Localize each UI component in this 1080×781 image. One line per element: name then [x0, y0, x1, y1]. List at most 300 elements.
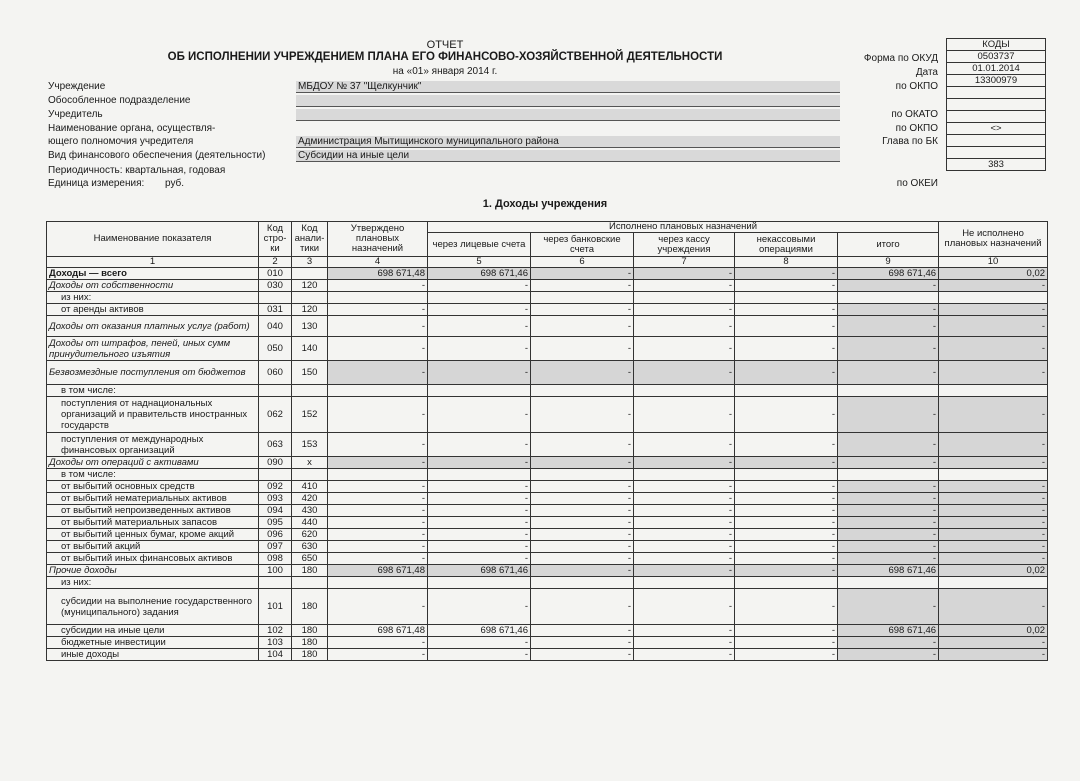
row-value: - [634, 517, 735, 529]
row-value: - [939, 529, 1048, 541]
row-value: - [328, 505, 428, 517]
row-analytic-code: x [292, 457, 328, 469]
row-value: - [735, 649, 838, 661]
row-value: - [428, 433, 531, 457]
row-value: - [328, 649, 428, 661]
row-value: - [838, 433, 939, 457]
row-analytic-code: 120 [292, 280, 328, 292]
row-value [428, 577, 531, 589]
row-value: - [838, 505, 939, 517]
row-value: - [939, 304, 1048, 316]
row-analytic-code: 410 [292, 481, 328, 493]
row-name: от аренды активов [47, 304, 259, 316]
row-code [259, 577, 292, 589]
row-value: - [634, 457, 735, 469]
row-value: - [838, 280, 939, 292]
row-value: - [939, 481, 1048, 493]
unit-value: руб. [165, 178, 185, 189]
authority-label-2: ющего полномочия учредителя [48, 136, 194, 147]
row-value: 698 671,46 [428, 565, 531, 577]
table-row [47, 505, 1048, 517]
row-value [531, 385, 634, 397]
row-name: от выбытий основных средств [47, 481, 259, 493]
row-value [735, 577, 838, 589]
row-analytic-code [292, 577, 328, 589]
row-value: - [939, 361, 1048, 385]
row-value: - [735, 541, 838, 553]
date-label: Дата [915, 67, 938, 78]
row-value: - [428, 637, 531, 649]
row-value: - [939, 541, 1048, 553]
row-analytic-code: 420 [292, 493, 328, 505]
row-value: - [838, 316, 939, 337]
empty-code [947, 147, 1046, 159]
table-row [47, 565, 1048, 577]
row-value [531, 292, 634, 304]
row-value [634, 469, 735, 481]
row-value: - [838, 361, 939, 385]
row-value: - [428, 361, 531, 385]
row-analytic-code: 150 [292, 361, 328, 385]
row-code: 050 [259, 337, 292, 361]
row-value: - [939, 337, 1048, 361]
table-row [47, 481, 1048, 493]
row-value [735, 385, 838, 397]
row-value: - [634, 304, 735, 316]
row-value [634, 292, 735, 304]
row-value: - [328, 541, 428, 553]
row-name: субсидии на выполнение государственного (муниципального) задания [47, 589, 259, 625]
row-name: поступления от наднациональных организаций и правительств иностранных государств [47, 397, 259, 433]
row-value: - [328, 637, 428, 649]
row-code: 092 [259, 481, 292, 493]
row-value: - [531, 361, 634, 385]
row-value: - [531, 481, 634, 493]
row-value: - [939, 505, 1048, 517]
row-analytic-code [292, 292, 328, 304]
row-value: - [838, 457, 939, 469]
row-value: - [939, 589, 1048, 625]
table-row [47, 304, 1048, 316]
row-value: - [531, 541, 634, 553]
row-value: 698 671,46 [838, 565, 939, 577]
row-value: - [634, 553, 735, 565]
row-value [939, 469, 1048, 481]
row-value: - [735, 361, 838, 385]
row-name: в том числе: [47, 469, 259, 481]
okud-code: 0503737 [947, 51, 1046, 63]
row-value: - [838, 337, 939, 361]
row-analytic-code: 620 [292, 529, 328, 541]
row-name: от выбытий непроизведенных активов [47, 505, 259, 517]
row-value: - [428, 493, 531, 505]
row-value: - [838, 553, 939, 565]
row-name: Доходы от штрафов, пеней, иных сумм принудительного изъятия [47, 337, 259, 361]
row-value: - [328, 493, 428, 505]
row-code: 100 [259, 565, 292, 577]
row-value: - [838, 493, 939, 505]
row-value: - [634, 649, 735, 661]
row-value: - [531, 280, 634, 292]
row-value: - [634, 361, 735, 385]
table-row [47, 493, 1048, 505]
table-row [47, 337, 1048, 361]
table-row [47, 280, 1048, 292]
row-value: - [735, 433, 838, 457]
row-value: - [428, 337, 531, 361]
col-total: итого [838, 233, 939, 257]
row-code [259, 469, 292, 481]
table-row [47, 541, 1048, 553]
row-value: 698 671,46 [428, 268, 531, 280]
row-name: Доходы — всего [47, 268, 259, 280]
row-value: - [939, 433, 1048, 457]
okato-label: по ОКАТО [891, 109, 938, 120]
row-name: поступления от международных финансовых организаций [47, 433, 259, 457]
row-analytic-code [292, 268, 328, 280]
row-value: - [428, 505, 531, 517]
row-code: 096 [259, 529, 292, 541]
okud-label: Форма по ОКУД [863, 53, 938, 64]
okei-label: по ОКЕИ [896, 178, 938, 189]
authority-label-1: Наименование органа, осуществля- [48, 123, 216, 134]
col-number: 8 [735, 257, 838, 268]
report-date-line: на «01» января 2014 г. [392, 66, 498, 77]
table-row [47, 517, 1048, 529]
row-value: - [735, 589, 838, 625]
row-name: Безвозмездные поступления от бюджетов [47, 361, 259, 385]
row-value: - [428, 589, 531, 625]
col-executed: Исполнено плановых назначений [428, 222, 939, 233]
row-code: 030 [259, 280, 292, 292]
table-row [47, 268, 1048, 280]
row-value: - [634, 337, 735, 361]
row-value: - [531, 505, 634, 517]
row-value: - [428, 397, 531, 433]
row-value [428, 469, 531, 481]
table-row [47, 397, 1048, 433]
row-value: - [328, 361, 428, 385]
row-value: - [838, 637, 939, 649]
row-name: из них: [47, 577, 259, 589]
row-analytic-code: 153 [292, 433, 328, 457]
table-row [47, 529, 1048, 541]
col-number: 4 [328, 257, 428, 268]
row-analytic-code: 180 [292, 589, 328, 625]
row-value: - [735, 517, 838, 529]
row-analytic-code: 180 [292, 565, 328, 577]
okei-code: 383 [947, 159, 1046, 171]
table-row [47, 433, 1048, 457]
row-value: - [328, 304, 428, 316]
row-value: - [531, 268, 634, 280]
table-row [47, 385, 1048, 397]
row-value: - [428, 649, 531, 661]
row-name: от выбытий акций [47, 541, 259, 553]
row-value [939, 292, 1048, 304]
row-value: - [634, 433, 735, 457]
row-code: 098 [259, 553, 292, 565]
row-name: Доходы от операций с активами [47, 457, 259, 469]
table-row [47, 589, 1048, 625]
row-value: - [328, 280, 428, 292]
row-value: - [531, 649, 634, 661]
row-value: - [939, 553, 1048, 565]
table-row [47, 649, 1048, 661]
row-value: - [634, 565, 735, 577]
row-value [939, 577, 1048, 589]
row-value: 698 671,48 [328, 625, 428, 637]
row-value: 0,02 [939, 625, 1048, 637]
founder-field [296, 109, 840, 121]
row-value: - [531, 316, 634, 337]
row-value: - [939, 493, 1048, 505]
row-analytic-code: 650 [292, 553, 328, 565]
income-table [46, 221, 1048, 661]
col-number: 7 [634, 257, 735, 268]
col-code-row: Код стро- ки [259, 222, 292, 257]
col-code-an: Код анали- тики [292, 222, 328, 257]
row-value: - [634, 529, 735, 541]
row-value: - [531, 304, 634, 316]
row-name: иные доходы [47, 649, 259, 661]
row-value [531, 577, 634, 589]
row-code: 102 [259, 625, 292, 637]
row-name: от выбытий ценных бумаг, кроме акций [47, 529, 259, 541]
table-row [47, 577, 1048, 589]
row-value: - [531, 433, 634, 457]
col-number: 6 [531, 257, 634, 268]
bk-code: <> [947, 123, 1046, 135]
row-value [838, 292, 939, 304]
row-analytic-code: 180 [292, 637, 328, 649]
row-analytic-code: 630 [292, 541, 328, 553]
row-analytic-code: 152 [292, 397, 328, 433]
row-value: - [735, 304, 838, 316]
row-analytic-code: 130 [292, 316, 328, 337]
col-number: 2 [259, 257, 292, 268]
row-value: - [634, 280, 735, 292]
row-value: - [531, 337, 634, 361]
col-noncash: некассовыми операциями [735, 233, 838, 257]
row-name: от выбытий нематериальных активов [47, 493, 259, 505]
row-analytic-code: 440 [292, 517, 328, 529]
row-code: 031 [259, 304, 292, 316]
row-code: 104 [259, 649, 292, 661]
row-value: - [735, 337, 838, 361]
row-value [328, 469, 428, 481]
row-value: - [428, 553, 531, 565]
row-value: 698 671,48 [328, 268, 428, 280]
row-value [634, 385, 735, 397]
row-value [328, 577, 428, 589]
row-value: - [531, 493, 634, 505]
row-value: 698 671,48 [328, 565, 428, 577]
col-number: 5 [428, 257, 531, 268]
empty-code [947, 87, 1046, 99]
row-value: - [531, 397, 634, 433]
row-value: - [939, 637, 1048, 649]
empty-code [947, 135, 1046, 147]
row-value [838, 577, 939, 589]
row-value: 0,02 [939, 268, 1048, 280]
row-value: 698 671,46 [838, 625, 939, 637]
row-value: - [735, 397, 838, 433]
row-value: 0,02 [939, 565, 1048, 577]
row-analytic-code: 120 [292, 304, 328, 316]
row-code: 094 [259, 505, 292, 517]
date-code: 01.01.2014 [947, 63, 1046, 75]
row-code: 101 [259, 589, 292, 625]
okpo2-label: по ОКПО [895, 123, 938, 134]
okpo-label: по ОКПО [895, 81, 938, 92]
col-not-exec: Не исполнено плановых назначений [939, 222, 1048, 257]
report-subtitle: ОБ ИСПОЛНЕНИИ УЧРЕЖДЕНИЕМ ПЛАНА ЕГО ФИНАНСОВО-ХОЗЯЙСТВЕННОЙ ДЕЯТЕЛЬНОСТИ [167, 51, 723, 63]
row-value: - [735, 316, 838, 337]
row-value [735, 292, 838, 304]
col-number: 1 [47, 257, 259, 268]
row-value: - [735, 493, 838, 505]
col-number: 10 [939, 257, 1048, 268]
row-value: - [328, 457, 428, 469]
founder-label: Учредитель [48, 109, 103, 120]
institution-value: МБДОУ № 37 "Щелкунчик" [298, 81, 422, 92]
table-row [47, 316, 1048, 337]
row-code [259, 292, 292, 304]
row-value: - [634, 397, 735, 433]
row-value: - [328, 553, 428, 565]
col-personal: через лицевые счета [428, 233, 531, 257]
okato-code [947, 99, 1046, 111]
table-row [47, 637, 1048, 649]
row-value: - [634, 316, 735, 337]
row-value [838, 385, 939, 397]
row-analytic-code: 140 [292, 337, 328, 361]
row-value: - [328, 433, 428, 457]
row-value: - [634, 481, 735, 493]
col-name: Наименование показателя [47, 222, 259, 257]
row-value: - [838, 541, 939, 553]
codes-table [946, 38, 1046, 171]
row-value: - [838, 304, 939, 316]
row-value: - [735, 481, 838, 493]
row-analytic-code: 180 [292, 649, 328, 661]
row-name: в том числе: [47, 385, 259, 397]
row-name: бюджетные инвестиции [47, 637, 259, 649]
okpo-code: 13300979 [947, 75, 1046, 87]
row-value: - [328, 529, 428, 541]
row-analytic-code [292, 469, 328, 481]
row-value: 698 671,46 [838, 268, 939, 280]
row-code: 063 [259, 433, 292, 457]
row-value: - [328, 517, 428, 529]
row-value [735, 469, 838, 481]
row-value: - [328, 481, 428, 493]
row-analytic-code: 180 [292, 625, 328, 637]
row-value: - [428, 457, 531, 469]
row-value: - [939, 517, 1048, 529]
row-value: - [634, 625, 735, 637]
row-value: - [328, 589, 428, 625]
okpo2-code [947, 111, 1046, 123]
row-value: - [634, 541, 735, 553]
row-value: - [531, 589, 634, 625]
row-value: 698 671,46 [428, 625, 531, 637]
codes-header: КОДЫ [947, 39, 1046, 51]
row-code: 103 [259, 637, 292, 649]
row-code: 010 [259, 268, 292, 280]
subdivision-field [296, 95, 840, 107]
row-name: из них: [47, 292, 259, 304]
row-value [428, 385, 531, 397]
row-value: - [838, 529, 939, 541]
table-row [47, 361, 1048, 385]
col-cash: через кассу учреждения [634, 233, 735, 257]
subdivision-label: Обособленное подразделение [48, 95, 191, 106]
row-value: - [838, 397, 939, 433]
table-row [47, 469, 1048, 481]
row-value: - [838, 649, 939, 661]
row-value [328, 292, 428, 304]
row-value: - [634, 268, 735, 280]
row-value: - [328, 337, 428, 361]
row-value: - [838, 481, 939, 493]
row-value [531, 469, 634, 481]
row-analytic-code: 430 [292, 505, 328, 517]
row-value: - [939, 316, 1048, 337]
col-number: 9 [838, 257, 939, 268]
row-value: - [531, 457, 634, 469]
unit-label: Единица измерения: [48, 178, 145, 189]
period-label: Периодичность: квартальная, годовая [48, 165, 226, 176]
row-value: - [428, 304, 531, 316]
row-value: - [531, 529, 634, 541]
row-value: - [428, 541, 531, 553]
row-value: - [634, 589, 735, 625]
row-value [634, 577, 735, 589]
table-row [47, 292, 1048, 304]
row-analytic-code [292, 385, 328, 397]
row-value: - [531, 553, 634, 565]
row-value [428, 292, 531, 304]
report-title: ОТЧЕТ [426, 39, 464, 51]
row-code: 095 [259, 517, 292, 529]
institution-label: Учреждение [48, 81, 106, 92]
row-code: 062 [259, 397, 292, 433]
row-value: - [428, 316, 531, 337]
row-value: - [838, 589, 939, 625]
row-value [939, 385, 1048, 397]
table-row [47, 553, 1048, 565]
row-code: 040 [259, 316, 292, 337]
row-value: - [939, 649, 1048, 661]
row-value: - [735, 457, 838, 469]
row-value: - [531, 565, 634, 577]
row-value [328, 385, 428, 397]
row-code [259, 385, 292, 397]
support-value: Субсидии на иные цели [298, 150, 410, 161]
row-value: - [735, 268, 838, 280]
row-value: - [531, 517, 634, 529]
row-code: 060 [259, 361, 292, 385]
row-value: - [735, 505, 838, 517]
row-value: - [735, 625, 838, 637]
row-value: - [735, 280, 838, 292]
support-label: Вид финансового обеспечения (деятельности) [48, 150, 266, 161]
row-code: 097 [259, 541, 292, 553]
row-value [838, 469, 939, 481]
row-value: - [939, 457, 1048, 469]
